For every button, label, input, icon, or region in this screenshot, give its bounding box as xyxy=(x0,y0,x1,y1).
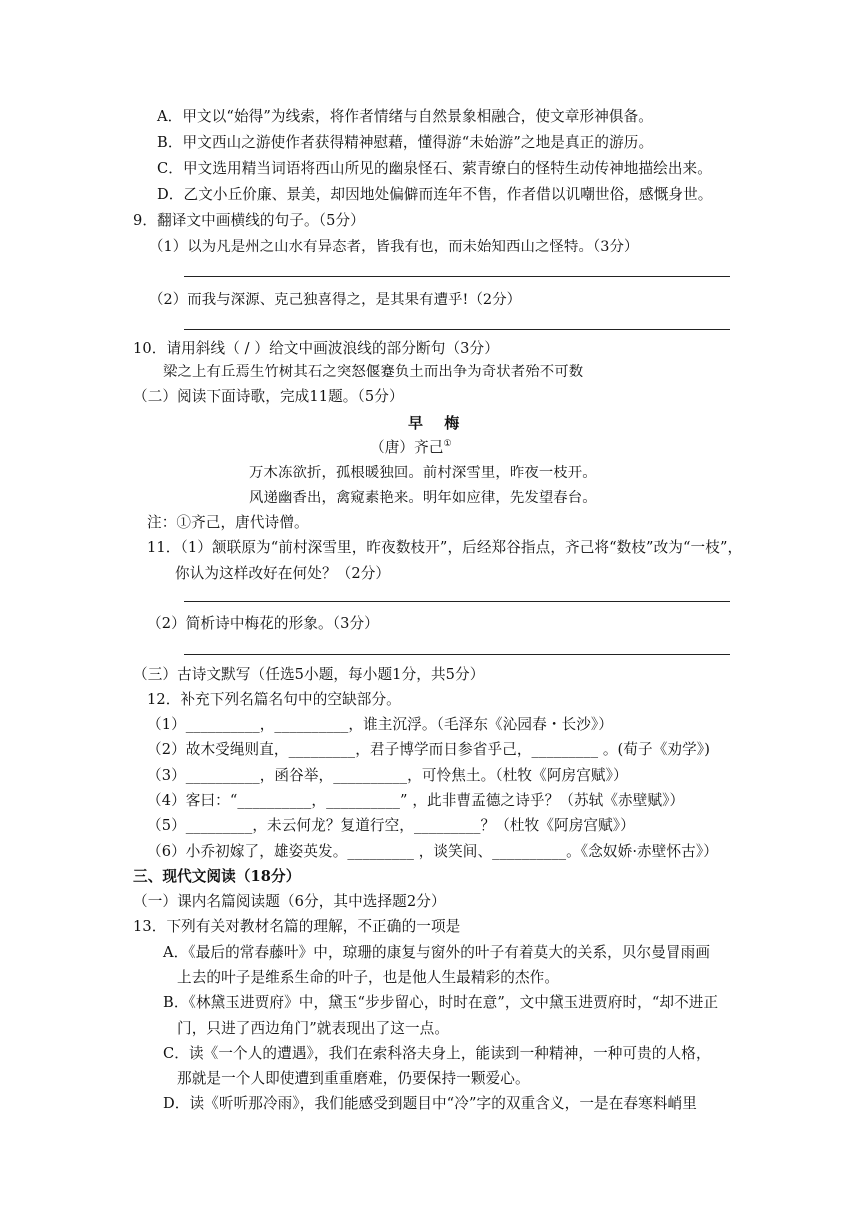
q12-item-5: （5）_________，未云何龙？复道行空，_________？（杜牧《阿房宫赋》） xyxy=(147,817,635,834)
poem-note: 注：①齐己，唐代诗僧。 xyxy=(147,514,309,531)
q9-answer-line-1[interactable] xyxy=(184,276,730,277)
q12-item-1: （1）__________，__________，谁主沉浮。（毛泽东《沁园春・长沙》） xyxy=(147,716,613,733)
q11-part1-line1: 11．（1）颔联原为“前村深雪里，昨夜数枝开”，后经郑谷指点，齐己将“数枝”改为“一枝”， xyxy=(147,539,743,556)
subsection-1-heading: （一）课内名篇阅读题（6分，其中选择题2分） xyxy=(133,893,446,910)
poem-line-2: 风递幽香出，禽窥素艳来。明年如应律，先发望春台。 xyxy=(249,490,597,506)
q8-option-c: C．甲文选用精当词语将西山所见的幽泉怪石、萦青缭白的怪特生动传神地描绘出来。 xyxy=(157,160,712,177)
q12-item-4: （4）客曰：“__________，__________” ，此非曹孟德之诗乎？（苏轼《赤壁赋》） xyxy=(147,792,685,809)
poem-author xyxy=(370,437,452,459)
q13-option-b-line1: B．《林黛玉进贾府》中，黛玉“步步留心，时时在意”，文中黛玉进贾府时，“却不进正 xyxy=(163,994,719,1011)
q11-part2: （2）简析诗中梅花的形象。（3分） xyxy=(147,615,379,632)
q13-option-b-line2: 门，只进了西边角门”就表现出了这一点。 xyxy=(177,1020,450,1037)
q13-option-c-line2: 那就是一个人即使遭到重重磨难，仍要保持一颗爱心。 xyxy=(177,1070,530,1087)
q13-stem: 13．下列有关对教材名篇的理解，不正确的一项是 xyxy=(133,918,461,935)
section-3-heading: （三）古诗文默写（任选5小题，每小题1分，共5分） xyxy=(133,666,485,683)
poem-line-1: 万木冻欲折，孤根暖独回。前村深雪里，昨夜一枝开。 xyxy=(249,465,597,481)
q12-item-3: （3）__________，函谷举，__________，可怜焦土。（杜牧《阿房宫赋》） xyxy=(147,767,628,784)
poem-footnote-mark: ① xyxy=(443,439,452,450)
q8-option-a: A．甲文以“始得”为线索，将作者情绪与自然景象相融合，使文章形神俱备。 xyxy=(157,108,653,125)
q10-text: 梁之上有丘焉生竹树其石之突怒偃蹇负土而出争为奇状者殆不可数 xyxy=(163,364,584,380)
q10-stem: 10．请用斜线（ / ）给文中画波浪线的部分断句（3分） xyxy=(133,340,499,357)
poem-author-text: （唐）齐己 xyxy=(370,439,444,456)
q12-item-6: （6）小乔初嫁了，雄姿英发。_________ ，谈笑间、__________。《念奴娇·赤壁怀古》） xyxy=(147,843,718,860)
q9-sentence-2: （2）而我与深源、克己独喜得之，是其果有遭乎!（2分） xyxy=(149,292,522,308)
q11-part1-line2: 你认为这样改好在何处？（2分） xyxy=(175,565,391,582)
q13-option-d-line1: D．读《听听那冷雨》，我们能感受到题目中“冷”字的双重含义，一是在春寒料峭里 xyxy=(163,1095,697,1112)
q12-item-2: （2）故木受绳则直，_________，君子博学而日参省乎己，_________ 。(荀子《劝学》) xyxy=(147,741,710,758)
poem-title: 早 梅 xyxy=(408,414,468,432)
q12-stem: 12．补充下列名篇名句中的空缺部分。 xyxy=(147,691,401,708)
q9-stem: 9．翻译文中画横线的句子。（5分） xyxy=(133,212,365,229)
q8-option-d: D．乙文小丘价廉、景美，却因地处偏僻而连年不售，作者借以讥嘲世俗，感慨身世。 xyxy=(157,186,713,203)
q8-option-b: B．甲文西山之游使作者获得精神慰藉，懂得游“未始游”之地是真正的游历。 xyxy=(157,134,654,151)
q13-option-c-line1: C．读《一个人的遭遇》，我们在索科洛夫身上，能读到一种精神，一种可贵的人格， xyxy=(163,1045,711,1062)
q11-answer-line-1[interactable] xyxy=(184,601,730,602)
q13-option-a-line2: 上去的叶子是维系生命的叶子，也是他人生最精彩的杰作。 xyxy=(177,969,560,986)
section-2-heading: （二）阅读下面诗歌，完成11题。（5分） xyxy=(133,388,404,405)
part-3-heading: 三、现代文阅读（18分） xyxy=(133,868,301,885)
q11-answer-line-2[interactable] xyxy=(184,654,730,655)
q13-option-a-line1: A．《最后的常春藤叶》中，琼珊的康复与窗外的叶子有着莫大的关系，贝尔曼冒雨画 xyxy=(163,944,711,961)
q9-sentence-1: （1）以为凡是州之山水有异态者，皆我有也，而未始知西山之怪特。（3分） xyxy=(149,239,639,255)
q9-answer-line-2[interactable] xyxy=(184,329,730,330)
